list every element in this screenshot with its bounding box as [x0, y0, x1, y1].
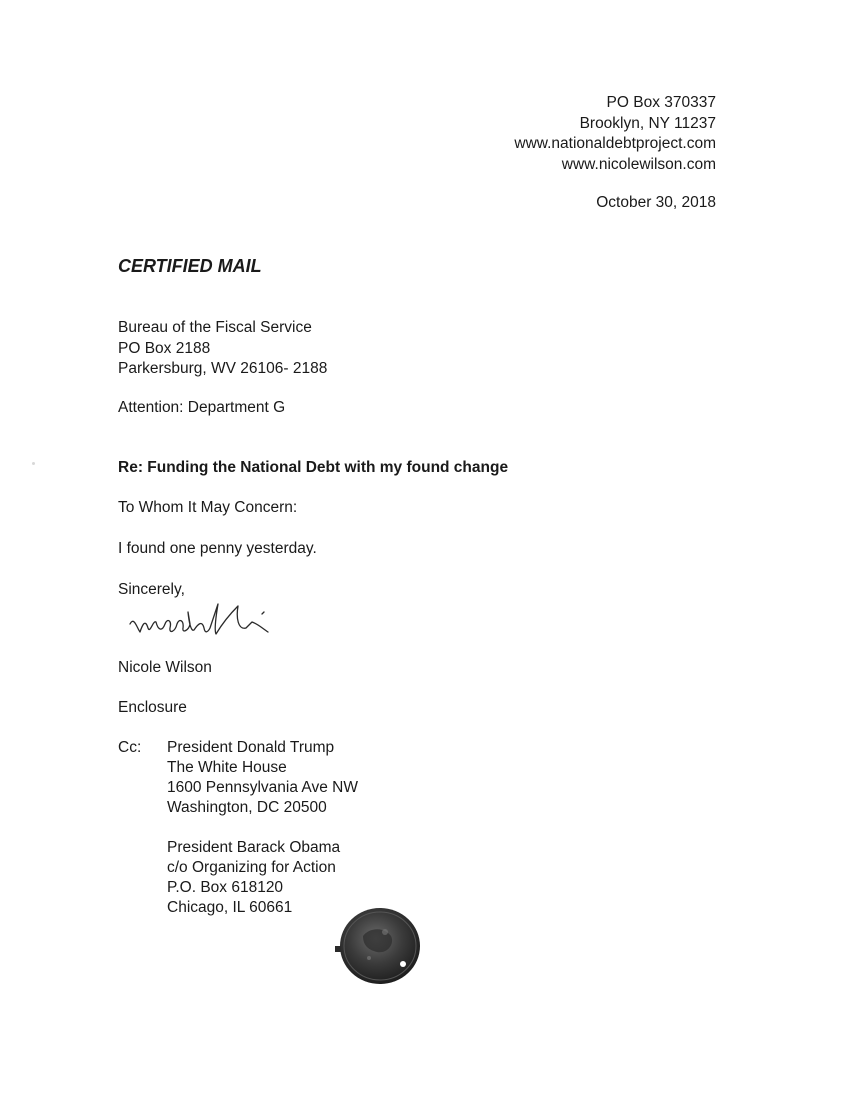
closing: Sincerely, [118, 581, 185, 598]
recipient-address [118, 318, 327, 380]
recipient-name: Bureau of the Fiscal Service [118, 319, 312, 336]
cc-recipient-obama [167, 838, 340, 918]
cc-line: President Barack Obama [167, 839, 341, 856]
letter-body: I found one penny yesterday. [118, 540, 317, 557]
penny-coin-image [333, 906, 423, 986]
cc-line: President Donald Trump [167, 739, 335, 756]
subject-line: Re: Funding the National Debt with my found change [118, 459, 509, 476]
signer-name: Nicole Wilson [118, 659, 212, 676]
cc-line: Washington, DC 20500 [167, 799, 327, 816]
letter-date: October 30, 2018 [596, 194, 716, 211]
cc-line: Chicago, IL 60661 [167, 899, 293, 916]
attention-line: Attention: Department G [118, 399, 286, 416]
cc-line: c/o Organizing for Action [167, 859, 336, 876]
signature-image [128, 598, 303, 642]
enclosure-note: Enclosure [118, 699, 187, 716]
sender-website-project: www.nationaldebtproject.com [514, 135, 716, 152]
recipient-city: Parkersburg, WV 26106- 2188 [118, 360, 328, 377]
salutation: To Whom It May Concern: [118, 499, 298, 516]
recipient-po-box: PO Box 2188 [118, 339, 211, 357]
sender-address [514, 93, 716, 175]
cc-line: P.O. Box 618120 [167, 879, 284, 896]
sender-po-box: PO Box 370337 [606, 94, 716, 111]
cc-recipient-trump [167, 738, 358, 818]
cc-label: Cc: [118, 739, 142, 756]
sender-website-personal: www.nicolewilson.com [561, 155, 716, 173]
scan-speck [32, 462, 35, 465]
cc-line: 1600 Pennsylvania Ave NW [167, 779, 358, 796]
delivery-method: CERTIFIED MAIL [118, 256, 262, 276]
cc-line: The White House [167, 759, 287, 776]
sender-city: Brooklyn, NY 11237 [579, 114, 716, 132]
